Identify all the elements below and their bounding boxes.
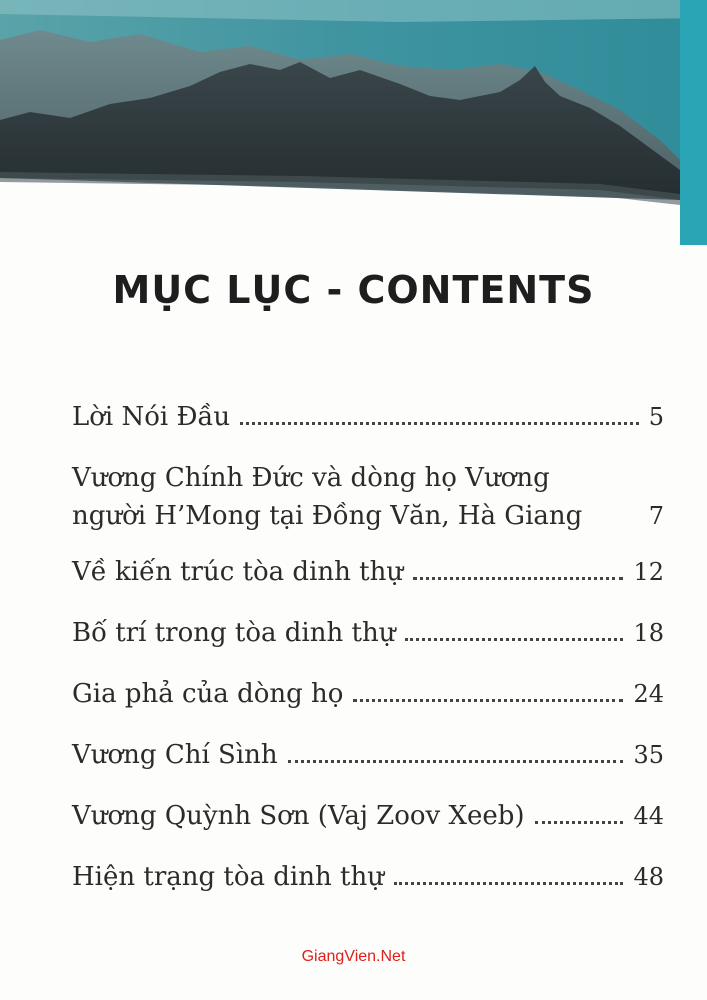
dot-leader [413,577,623,580]
toc-entry-title: Vương Quỳnh Sơn (Vaj Zoov Xeeb) [72,801,525,831]
toc-page-number: 48 [633,863,664,891]
toc-entry-title: Hiện trạng tòa dinh thự [72,862,384,892]
toc-page-number: 44 [633,802,664,830]
table-of-contents [72,398,664,919]
dot-leader [240,422,639,425]
toc-entry [72,675,664,713]
toc-entry-title: Lời Nói Đầu [72,402,231,432]
toc-entry [72,398,664,436]
toc-entry-title: Bố trí trong tòa dinh thự [72,618,396,648]
toc-entry [72,797,664,835]
toc-entry-title: Về kiến trúc tòa dinh thự [72,557,404,587]
dot-leader [353,699,623,702]
toc-page-number: 24 [633,680,664,708]
toc-entry-title: Gia phả của dòng họ [72,679,344,709]
toc-entry-title: Vương Chí Sình [72,740,278,770]
toc-page-number: 12 [633,558,664,586]
page-title: MỤC LỤC - CONTENTS [112,268,595,312]
toc-entry [72,553,664,591]
toc-page-number: 7 [648,502,664,530]
toc-entry [72,614,664,652]
toc-entry [72,459,664,535]
mountain-banner-image [0,0,707,245]
dot-leader [405,638,623,641]
toc-entry [72,858,664,896]
dot-leader [535,821,624,824]
dot-leader [394,882,624,885]
toc-page-number: 18 [633,619,664,647]
dot-leader [288,760,624,763]
toc-entry [72,736,664,774]
toc-page-number: 35 [633,741,664,769]
toc-page-number: 5 [648,403,664,431]
toc-entry-title: Vương Chính Đức và dòng họ Vương người H’Mong tại Đồng Văn, Hà Giang [72,463,583,531]
watermark-text: GiangVien.Net [301,948,406,965]
